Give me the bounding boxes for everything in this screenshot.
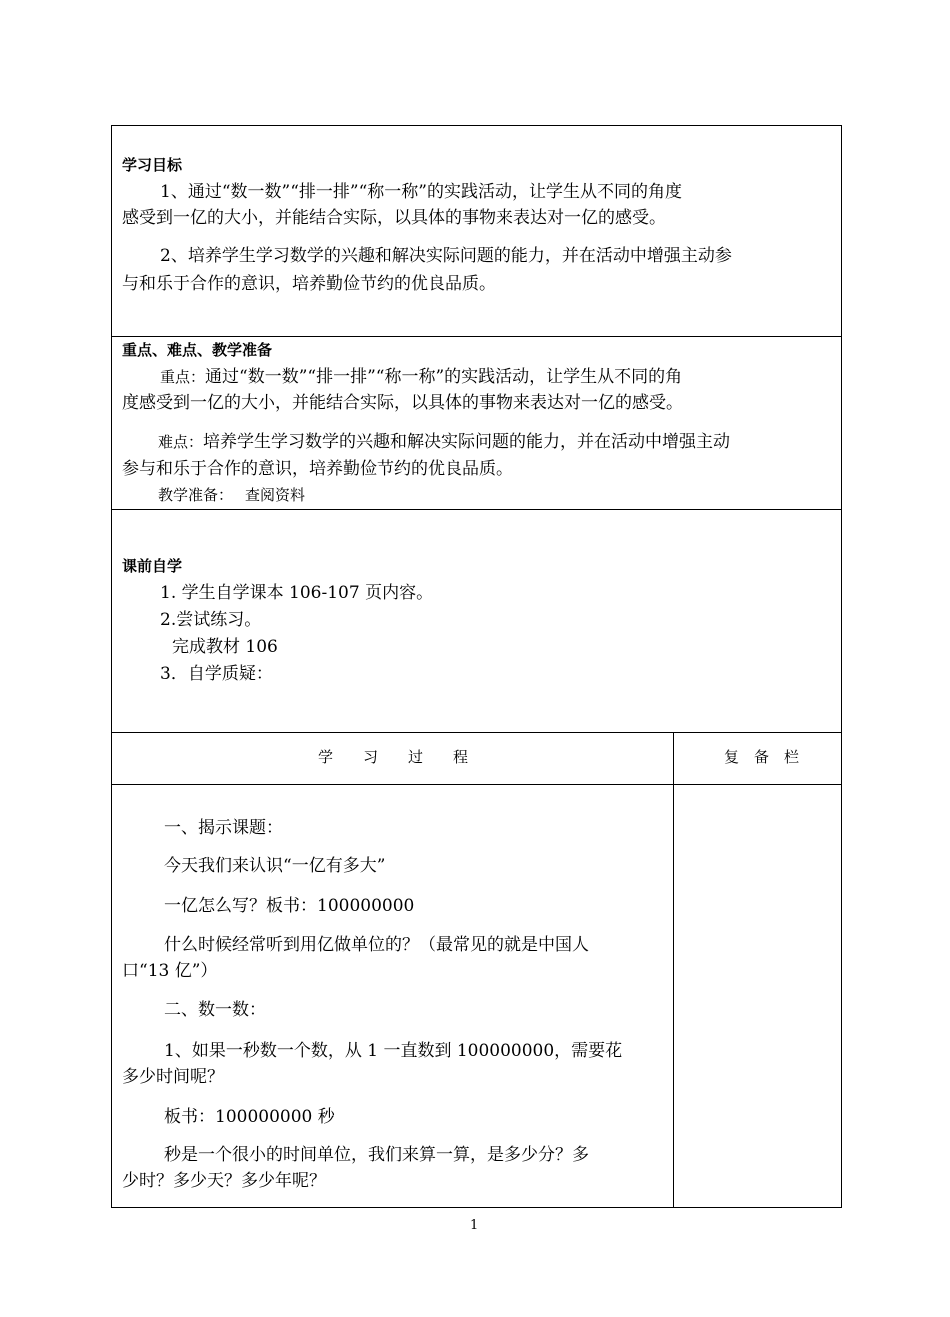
prep-value: 查阅资料 — [245, 486, 306, 504]
objectives-item2-line2: 与和乐于合作的意识，培养勤俭节约的优良品质。 — [122, 274, 496, 294]
preview-item3: 3．自学质疑： — [160, 664, 273, 684]
focus-text: 通过“数一数”“排一排”“称一称”的实践活动，让学生从不同的角 — [205, 367, 683, 387]
prep-line — [158, 488, 305, 503]
process-line-3: 一亿怎么写？板书：100000000 — [164, 896, 415, 916]
lesson-plan-table — [111, 125, 842, 1208]
divider-header — [112, 784, 841, 785]
prep-label: 教学准备： — [158, 486, 234, 504]
process-line-8a: 秒是一个很小的时间单位，我们来算一算，是多少分？多 — [164, 1145, 589, 1165]
review-column-header: 复 备 栏 — [724, 748, 800, 766]
preview-item2: 2.尝试练习。 — [160, 610, 262, 630]
keypoints-heading: 重点、难点、教学准备 — [122, 341, 273, 359]
process-line-4b: 口“13 亿”） — [122, 961, 218, 981]
process-line-6a: 1、如果一秒数一个数，从 1 一直数到 100000000，需要花 — [164, 1041, 623, 1061]
objectives-item2-line1: 2、培养学生学习数学的兴趣和解决实际问题的能力，并在活动中增强主动参 — [160, 246, 732, 266]
focus-line2: 度感受到一亿的大小，并能结合实际，以具体的事物来表达对一亿的感受。 — [122, 393, 683, 413]
difficulty-label: 难点： — [158, 433, 204, 451]
focus-label: 重点： — [160, 368, 206, 386]
process-line-6b: 多少时间呢？ — [122, 1067, 224, 1087]
process-line-8b: 少时？多少天？多少年呢？ — [122, 1171, 326, 1191]
process-line-5: 二、数一数： — [164, 1000, 266, 1020]
focus-line1 — [160, 369, 682, 386]
process-line-2: 今天我们来认识“一亿有多大” — [164, 856, 386, 876]
process-line-7: 板书：100000000 秒 — [164, 1107, 335, 1127]
difficulty-line2: 参与和乐于合作的意识，培养勤俭节约的优良品质。 — [122, 459, 513, 479]
divider-preview — [112, 732, 841, 733]
process-line-1: 一、揭示课题： — [164, 818, 283, 838]
preview-item1: 1. 学生自学课本 106-107 页内容。 — [160, 583, 434, 603]
process-line-4a: 什么时候经常听到用亿做单位的？（最常见的就是中国人 — [164, 935, 589, 955]
difficulty-line1 — [158, 434, 730, 451]
objectives-item1-line2: 感受到一亿的大小，并能结合实际，以具体的事物来表达对一亿的感受。 — [122, 208, 666, 228]
divider-keypoints — [112, 509, 841, 510]
objectives-item1-line1: 1、通过“数一数”“排一排”“称一称”的实践活动，让学生从不同的角度 — [160, 182, 682, 202]
objectives-heading: 学习目标 — [122, 156, 183, 174]
difficulty-text: 培养学生学习数学的兴趣和解决实际问题的能力，并在活动中增强主动 — [203, 432, 731, 452]
preview-heading: 课前自学 — [122, 557, 183, 575]
process-column-header: 学 习 过 程 — [318, 748, 469, 766]
preview-item2-sub: 完成教材 106 — [172, 637, 278, 657]
column-divider — [673, 732, 674, 1208]
divider-objectives — [112, 336, 841, 337]
page-number: 1 — [470, 1218, 479, 1233]
